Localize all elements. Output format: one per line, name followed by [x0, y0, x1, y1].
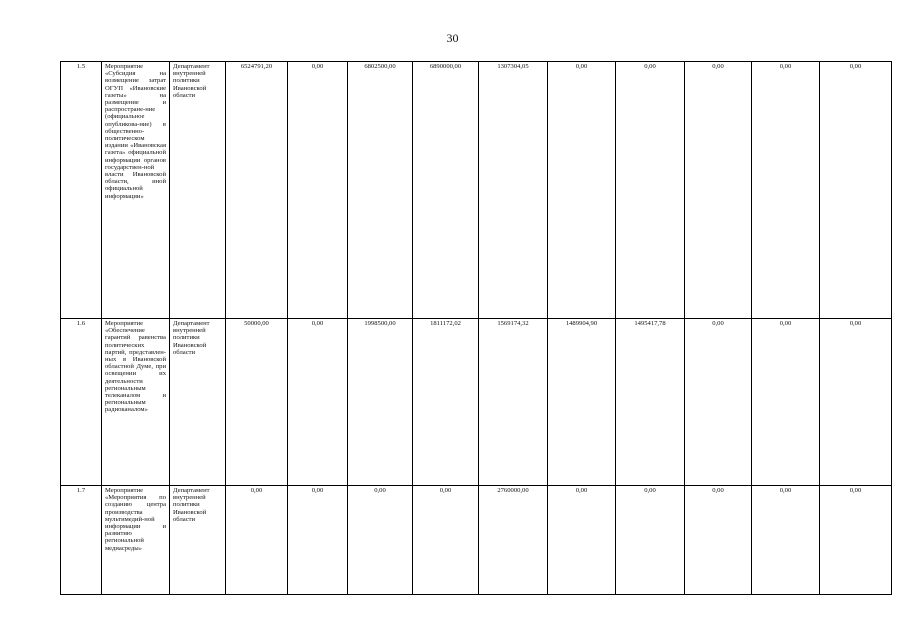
department: Департамент внутренней политики Ивановской области [170, 319, 226, 486]
value-cell: 0,00 [616, 486, 685, 595]
row-number: 1.7 [61, 486, 102, 595]
value-cell: 2760000,00 [479, 486, 548, 595]
budget-table [60, 61, 892, 595]
value-cell: 1811172,02 [413, 319, 479, 486]
value-cell: 0,00 [548, 486, 616, 595]
value-cell: 0,00 [548, 62, 616, 319]
value-cell: 0,00 [685, 486, 752, 595]
value-cell: 1495417,78 [616, 319, 685, 486]
value-cell: 0,00 [288, 319, 348, 486]
value-cell: 0,00 [752, 319, 820, 486]
measure-name: Мероприятие «Мероприятия по созданию центра производства мультимедий-ной информации и развитию региональной медиасреды» [102, 486, 170, 595]
measure-name: Мероприятие «Обеспечение гарантий равенства политических партий, представлен-ных в Ивановской областной Думе, при освещении их деятельности региональным телеканалом и региональным радиоканалом» [102, 319, 170, 486]
table-row [61, 486, 892, 595]
page-number: 30 [446, 31, 459, 45]
row-number: 1.6 [61, 319, 102, 486]
value-cell: 1998500,00 [348, 319, 413, 486]
value-cell: 0,00 [685, 319, 752, 486]
value-cell: 0,00 [226, 486, 288, 595]
value-cell: 0,00 [820, 486, 892, 595]
department: Департамент внутренней политики Ивановской области [170, 486, 226, 595]
value-cell: 0,00 [820, 319, 892, 486]
value-cell: 0,00 [348, 486, 413, 595]
table-row [61, 62, 892, 319]
value-cell: 0,00 [288, 486, 348, 595]
value-cell: 0,00 [616, 62, 685, 319]
value-cell: 0,00 [288, 62, 348, 319]
value-cell: 0,00 [685, 62, 752, 319]
value-cell: 1489904,90 [548, 319, 616, 486]
value-cell: 6802500,00 [348, 62, 413, 319]
value-cell: 6524791,20 [226, 62, 288, 319]
measure-name: Мероприятие «Субсидия на возмещение затрат ОГУП «Ивановские газеты» на размещение и распростране-ние (официальное опубликова-ние) в общественно-политическом издании «Ивановская газета» официальной информации органов государствен-ной власти Ивановской области, иной официальной информации» [102, 62, 170, 319]
department: Департамент внутренней политики Ивановской области [170, 62, 226, 319]
value-cell: 6890000,00 [413, 62, 479, 319]
value-cell: 0,00 [413, 486, 479, 595]
value-cell: 1307304,05 [479, 62, 548, 319]
value-cell: 0,00 [752, 486, 820, 595]
row-number: 1.5 [61, 62, 102, 319]
value-cell: 0,00 [820, 62, 892, 319]
value-cell: 1569174,32 [479, 319, 548, 486]
value-cell: 0,00 [752, 62, 820, 319]
table-row [61, 319, 892, 486]
value-cell: 50000,00 [226, 319, 288, 486]
